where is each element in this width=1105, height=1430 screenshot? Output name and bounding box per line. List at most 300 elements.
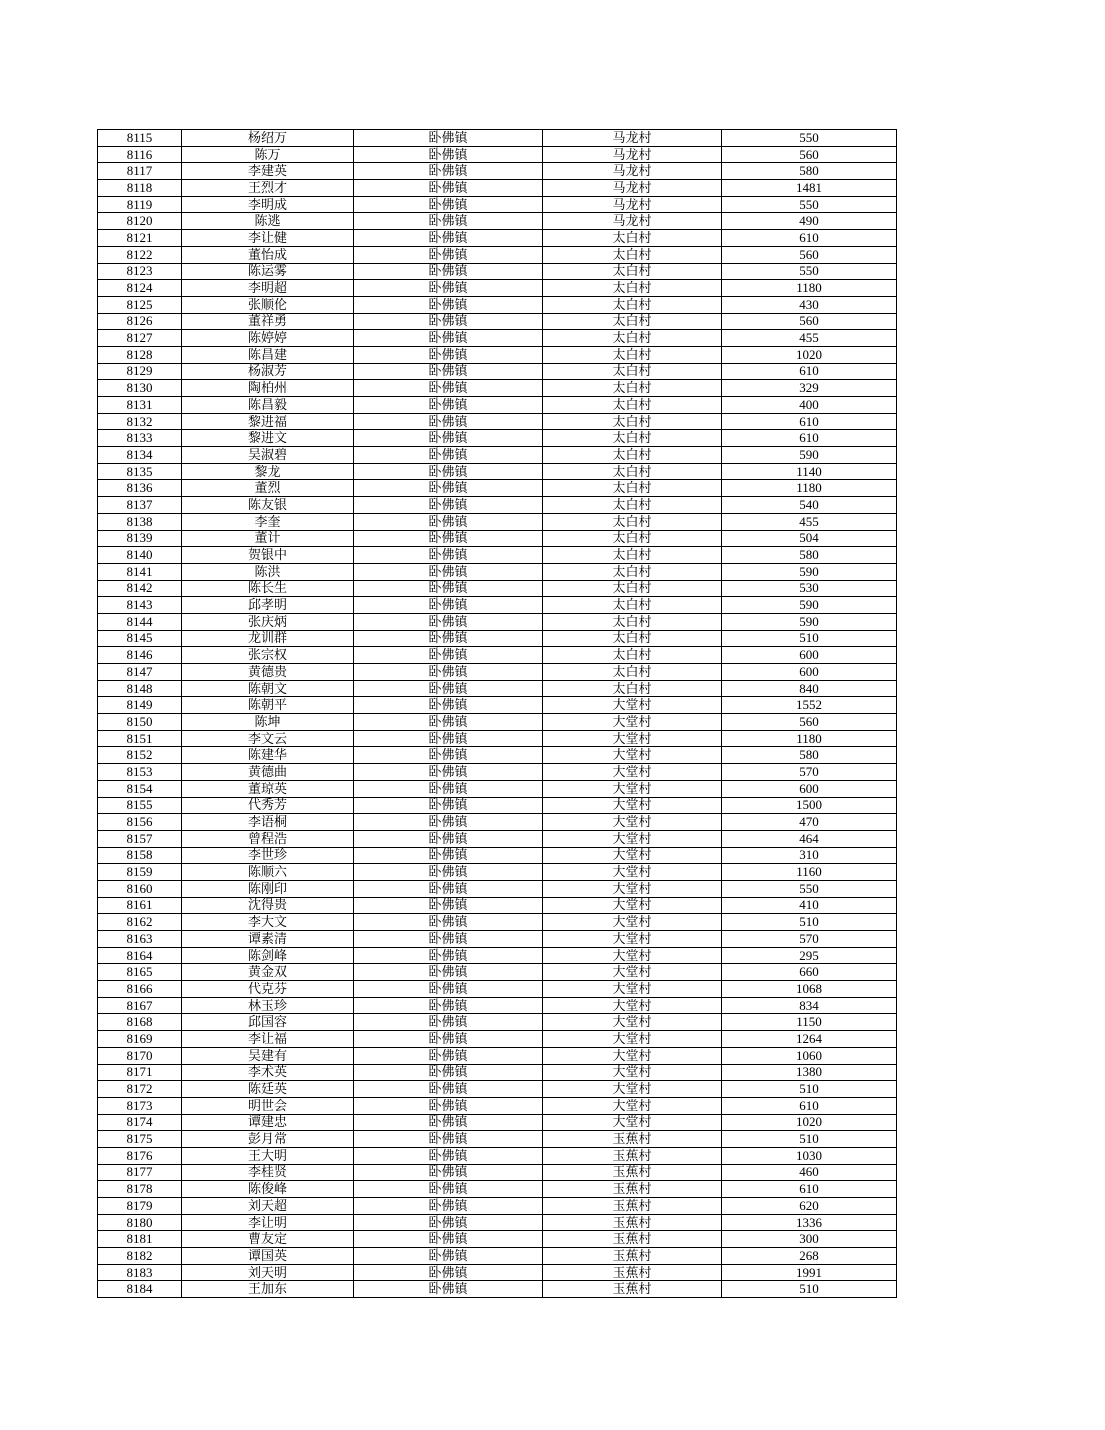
name-cell: 黄德贵 [182, 664, 354, 681]
row-number-cell: 8115 [98, 130, 182, 147]
amount-cell: 1020 [722, 1114, 897, 1131]
town-cell: 卧佛镇 [354, 1231, 543, 1248]
village-cell: 太白村 [543, 246, 722, 263]
table-row [98, 1214, 897, 1231]
village-cell: 太白村 [543, 597, 722, 614]
village-cell: 大堂村 [543, 914, 722, 931]
amount-cell: 1020 [722, 346, 897, 363]
table-row [98, 847, 897, 864]
village-cell: 玉蕉村 [543, 1281, 722, 1298]
town-cell: 卧佛镇 [354, 897, 543, 914]
name-cell: 陈刚印 [182, 880, 354, 897]
town-cell: 卧佛镇 [354, 430, 543, 447]
amount-cell: 1030 [722, 1147, 897, 1164]
row-number-cell: 8123 [98, 263, 182, 280]
name-cell: 陈长生 [182, 580, 354, 597]
name-cell: 刘天明 [182, 1264, 354, 1281]
village-cell: 马龙村 [543, 196, 722, 213]
town-cell: 卧佛镇 [354, 914, 543, 931]
table-row [98, 346, 897, 363]
name-cell: 刘天超 [182, 1198, 354, 1215]
name-cell: 王大明 [182, 1147, 354, 1164]
town-cell: 卧佛镇 [354, 830, 543, 847]
amount-cell: 580 [722, 747, 897, 764]
name-cell: 陈建华 [182, 747, 354, 764]
table-row [98, 747, 897, 764]
name-cell: 李大文 [182, 914, 354, 931]
name-cell: 黄德曲 [182, 764, 354, 781]
name-cell: 李建英 [182, 163, 354, 180]
row-number-cell: 8116 [98, 146, 182, 163]
town-cell: 卧佛镇 [354, 263, 543, 280]
name-cell: 杨绍万 [182, 130, 354, 147]
village-cell: 太白村 [543, 530, 722, 547]
table-row [98, 697, 897, 714]
row-number-cell: 8173 [98, 1097, 182, 1114]
village-cell: 玉蕉村 [543, 1164, 722, 1181]
amount-cell: 580 [722, 547, 897, 564]
row-number-cell: 8171 [98, 1064, 182, 1081]
town-cell: 卧佛镇 [354, 814, 543, 831]
row-number-cell: 8179 [98, 1198, 182, 1215]
name-cell: 李让健 [182, 230, 354, 247]
table-row [98, 363, 897, 380]
row-number-cell: 8145 [98, 630, 182, 647]
amount-cell: 1150 [722, 1014, 897, 1031]
amount-cell: 1336 [722, 1214, 897, 1231]
village-cell: 太白村 [543, 497, 722, 514]
village-cell: 太白村 [543, 230, 722, 247]
row-number-cell: 8177 [98, 1164, 182, 1181]
data-table [97, 129, 897, 1298]
row-number-cell: 8160 [98, 880, 182, 897]
table-row [98, 1164, 897, 1181]
row-number-cell: 8164 [98, 947, 182, 964]
village-cell: 大堂村 [543, 1064, 722, 1081]
village-cell: 马龙村 [543, 213, 722, 230]
village-cell: 太白村 [543, 380, 722, 397]
table-row [98, 580, 897, 597]
row-number-cell: 8130 [98, 380, 182, 397]
row-number-cell: 8122 [98, 246, 182, 263]
amount-cell: 840 [722, 680, 897, 697]
name-cell: 陈俊峰 [182, 1181, 354, 1198]
amount-cell: 1380 [722, 1064, 897, 1081]
village-cell: 玉蕉村 [543, 1264, 722, 1281]
amount-cell: 1180 [722, 280, 897, 297]
row-number-cell: 8147 [98, 664, 182, 681]
town-cell: 卧佛镇 [354, 964, 543, 981]
town-cell: 卧佛镇 [354, 196, 543, 213]
amount-cell: 1180 [722, 730, 897, 747]
table-row [98, 764, 897, 781]
name-cell: 明世会 [182, 1097, 354, 1114]
town-cell: 卧佛镇 [354, 130, 543, 147]
town-cell: 卧佛镇 [354, 1181, 543, 1198]
name-cell: 谭素清 [182, 931, 354, 948]
town-cell: 卧佛镇 [354, 947, 543, 964]
village-cell: 大堂村 [543, 897, 722, 914]
town-cell: 卧佛镇 [354, 363, 543, 380]
row-number-cell: 8182 [98, 1248, 182, 1265]
town-cell: 卧佛镇 [354, 981, 543, 998]
village-cell: 大堂村 [543, 1047, 722, 1064]
name-cell: 沈得贵 [182, 897, 354, 914]
village-cell: 大堂村 [543, 1031, 722, 1048]
town-cell: 卧佛镇 [354, 246, 543, 263]
village-cell: 大堂村 [543, 1081, 722, 1098]
table-row [98, 864, 897, 881]
village-cell: 太白村 [543, 447, 722, 464]
table-row [98, 1147, 897, 1164]
table-row [98, 1264, 897, 1281]
table-row [98, 1014, 897, 1031]
row-number-cell: 8184 [98, 1281, 182, 1298]
town-cell: 卧佛镇 [354, 1064, 543, 1081]
name-cell: 李让明 [182, 1214, 354, 1231]
row-number-cell: 8149 [98, 697, 182, 714]
table-row [98, 780, 897, 797]
row-number-cell: 8168 [98, 1014, 182, 1031]
amount-cell: 550 [722, 130, 897, 147]
table-row [98, 947, 897, 964]
town-cell: 卧佛镇 [354, 997, 543, 1014]
amount-cell: 1060 [722, 1047, 897, 1064]
table-row [98, 597, 897, 614]
amount-cell: 834 [722, 997, 897, 1014]
row-number-cell: 8131 [98, 397, 182, 414]
table-row [98, 547, 897, 564]
amount-cell: 1160 [722, 864, 897, 881]
name-cell: 陈洪 [182, 563, 354, 580]
name-cell: 曹友定 [182, 1231, 354, 1248]
village-cell: 太白村 [543, 313, 722, 330]
village-cell: 太白村 [543, 647, 722, 664]
name-cell: 董祥勇 [182, 313, 354, 330]
row-number-cell: 8150 [98, 714, 182, 731]
village-cell: 玉蕉村 [543, 1198, 722, 1215]
village-cell: 大堂村 [543, 847, 722, 864]
row-number-cell: 8166 [98, 981, 182, 998]
name-cell: 邱国容 [182, 1014, 354, 1031]
amount-cell: 1991 [722, 1264, 897, 1281]
row-number-cell: 8152 [98, 747, 182, 764]
amount-cell: 590 [722, 563, 897, 580]
row-number-cell: 8172 [98, 1081, 182, 1098]
row-number-cell: 8134 [98, 447, 182, 464]
table-row [98, 530, 897, 547]
row-number-cell: 8163 [98, 931, 182, 948]
table-row [98, 664, 897, 681]
table-row [98, 630, 897, 647]
town-cell: 卧佛镇 [354, 1131, 543, 1148]
amount-cell: 430 [722, 296, 897, 313]
row-number-cell: 8174 [98, 1114, 182, 1131]
name-cell: 李奎 [182, 513, 354, 530]
amount-cell: 560 [722, 714, 897, 731]
amount-cell: 300 [722, 1231, 897, 1248]
amount-cell: 510 [722, 1081, 897, 1098]
row-number-cell: 8151 [98, 730, 182, 747]
village-cell: 玉蕉村 [543, 1147, 722, 1164]
amount-cell: 310 [722, 847, 897, 864]
village-cell: 太白村 [543, 480, 722, 497]
town-cell: 卧佛镇 [354, 613, 543, 630]
table-row [98, 964, 897, 981]
row-number-cell: 8176 [98, 1147, 182, 1164]
row-number-cell: 8118 [98, 180, 182, 197]
name-cell: 陈昌毅 [182, 397, 354, 414]
amount-cell: 590 [722, 613, 897, 630]
amount-cell: 400 [722, 397, 897, 414]
row-number-cell: 8167 [98, 997, 182, 1014]
row-number-cell: 8181 [98, 1231, 182, 1248]
village-cell: 大堂村 [543, 814, 722, 831]
town-cell: 卧佛镇 [354, 563, 543, 580]
amount-cell: 530 [722, 580, 897, 597]
town-cell: 卧佛镇 [354, 230, 543, 247]
town-cell: 卧佛镇 [354, 931, 543, 948]
table-row [98, 246, 897, 263]
amount-cell: 510 [722, 1281, 897, 1298]
name-cell: 陈朝文 [182, 680, 354, 697]
table-row [98, 1198, 897, 1215]
table-row [98, 447, 897, 464]
table-row [98, 1047, 897, 1064]
amount-cell: 295 [722, 947, 897, 964]
table-row [98, 830, 897, 847]
town-cell: 卧佛镇 [354, 1281, 543, 1298]
town-cell: 卧佛镇 [354, 797, 543, 814]
table-row [98, 1097, 897, 1114]
table-row [98, 797, 897, 814]
village-cell: 大堂村 [543, 747, 722, 764]
name-cell: 代克芬 [182, 981, 354, 998]
table-row [98, 463, 897, 480]
amount-cell: 490 [722, 213, 897, 230]
name-cell: 吴建有 [182, 1047, 354, 1064]
town-cell: 卧佛镇 [354, 330, 543, 347]
name-cell: 陶柏州 [182, 380, 354, 397]
amount-cell: 600 [722, 780, 897, 797]
village-cell: 太白村 [543, 430, 722, 447]
table-row [98, 230, 897, 247]
village-cell: 玉蕉村 [543, 1214, 722, 1231]
name-cell: 黄金双 [182, 964, 354, 981]
row-number-cell: 8144 [98, 613, 182, 630]
name-cell: 陈坤 [182, 714, 354, 731]
row-number-cell: 8175 [98, 1131, 182, 1148]
name-cell: 李术英 [182, 1064, 354, 1081]
amount-cell: 470 [722, 814, 897, 831]
row-number-cell: 8129 [98, 363, 182, 380]
name-cell: 黎进福 [182, 413, 354, 430]
table-row [98, 730, 897, 747]
amount-cell: 329 [722, 380, 897, 397]
village-cell: 大堂村 [543, 714, 722, 731]
town-cell: 卧佛镇 [354, 1097, 543, 1114]
village-cell: 大堂村 [543, 864, 722, 881]
town-cell: 卧佛镇 [354, 380, 543, 397]
name-cell: 陈万 [182, 146, 354, 163]
amount-cell: 1180 [722, 480, 897, 497]
village-cell: 太白村 [543, 463, 722, 480]
amount-cell: 460 [722, 1164, 897, 1181]
name-cell: 张庆炳 [182, 613, 354, 630]
table-row [98, 380, 897, 397]
table-row [98, 413, 897, 430]
name-cell: 王加东 [182, 1281, 354, 1298]
name-cell: 谭建忠 [182, 1114, 354, 1131]
name-cell: 龙训群 [182, 630, 354, 647]
amount-cell: 1552 [722, 697, 897, 714]
town-cell: 卧佛镇 [354, 597, 543, 614]
name-cell: 董琼英 [182, 780, 354, 797]
town-cell: 卧佛镇 [354, 847, 543, 864]
town-cell: 卧佛镇 [354, 880, 543, 897]
amount-cell: 1481 [722, 180, 897, 197]
table-row [98, 1031, 897, 1048]
village-cell: 马龙村 [543, 163, 722, 180]
amount-cell: 610 [722, 1097, 897, 1114]
village-cell: 大堂村 [543, 797, 722, 814]
row-number-cell: 8119 [98, 196, 182, 213]
amount-cell: 560 [722, 146, 897, 163]
name-cell: 董烈 [182, 480, 354, 497]
village-cell: 大堂村 [543, 880, 722, 897]
name-cell: 李桂贤 [182, 1164, 354, 1181]
village-cell: 太白村 [543, 513, 722, 530]
table-row [98, 931, 897, 948]
amount-cell: 600 [722, 664, 897, 681]
village-cell: 太白村 [543, 280, 722, 297]
amount-cell: 510 [722, 1131, 897, 1148]
village-cell: 大堂村 [543, 697, 722, 714]
name-cell: 张顺伦 [182, 296, 354, 313]
row-number-cell: 8153 [98, 764, 182, 781]
town-cell: 卧佛镇 [354, 163, 543, 180]
town-cell: 卧佛镇 [354, 447, 543, 464]
row-number-cell: 8155 [98, 797, 182, 814]
town-cell: 卧佛镇 [354, 764, 543, 781]
name-cell: 杨淑芳 [182, 363, 354, 380]
table-row [98, 897, 897, 914]
village-cell: 大堂村 [543, 997, 722, 1014]
town-cell: 卧佛镇 [354, 680, 543, 697]
name-cell: 陈剑峰 [182, 947, 354, 964]
table-row [98, 513, 897, 530]
village-cell: 太白村 [543, 363, 722, 380]
row-number-cell: 8132 [98, 413, 182, 430]
name-cell: 陈运雾 [182, 263, 354, 280]
name-cell: 谭国英 [182, 1248, 354, 1265]
town-cell: 卧佛镇 [354, 630, 543, 647]
amount-cell: 590 [722, 597, 897, 614]
town-cell: 卧佛镇 [354, 547, 543, 564]
name-cell: 陈朝平 [182, 697, 354, 714]
table-row [98, 997, 897, 1014]
name-cell: 张宗权 [182, 647, 354, 664]
amount-cell: 610 [722, 230, 897, 247]
town-cell: 卧佛镇 [354, 647, 543, 664]
row-number-cell: 8133 [98, 430, 182, 447]
name-cell: 吴淑碧 [182, 447, 354, 464]
town-cell: 卧佛镇 [354, 180, 543, 197]
name-cell: 彭月常 [182, 1131, 354, 1148]
town-cell: 卧佛镇 [354, 480, 543, 497]
table-row [98, 163, 897, 180]
village-cell: 太白村 [543, 346, 722, 363]
village-cell: 太白村 [543, 330, 722, 347]
town-cell: 卧佛镇 [354, 1147, 543, 1164]
amount-cell: 1264 [722, 1031, 897, 1048]
town-cell: 卧佛镇 [354, 1248, 543, 1265]
amount-cell: 550 [722, 263, 897, 280]
village-cell: 大堂村 [543, 780, 722, 797]
town-cell: 卧佛镇 [354, 280, 543, 297]
town-cell: 卧佛镇 [354, 497, 543, 514]
village-cell: 太白村 [543, 630, 722, 647]
row-number-cell: 8139 [98, 530, 182, 547]
amount-cell: 610 [722, 413, 897, 430]
village-cell: 马龙村 [543, 130, 722, 147]
village-cell: 太白村 [543, 613, 722, 630]
amount-cell: 464 [722, 830, 897, 847]
row-number-cell: 8162 [98, 914, 182, 931]
name-cell: 陈顺六 [182, 864, 354, 881]
village-cell: 大堂村 [543, 1014, 722, 1031]
town-cell: 卧佛镇 [354, 580, 543, 597]
amount-cell: 610 [722, 1181, 897, 1198]
row-number-cell: 8148 [98, 680, 182, 697]
row-number-cell: 8127 [98, 330, 182, 347]
table-row [98, 1281, 897, 1298]
name-cell: 李文云 [182, 730, 354, 747]
town-cell: 卧佛镇 [354, 346, 543, 363]
town-cell: 卧佛镇 [354, 146, 543, 163]
town-cell: 卧佛镇 [354, 1014, 543, 1031]
village-cell: 马龙村 [543, 180, 722, 197]
town-cell: 卧佛镇 [354, 397, 543, 414]
amount-cell: 600 [722, 647, 897, 664]
row-number-cell: 8157 [98, 830, 182, 847]
row-number-cell: 8117 [98, 163, 182, 180]
name-cell: 黎龙 [182, 463, 354, 480]
name-cell: 李明成 [182, 196, 354, 213]
table-row [98, 1181, 897, 1198]
town-cell: 卧佛镇 [354, 1164, 543, 1181]
town-cell: 卧佛镇 [354, 1047, 543, 1064]
table-row [98, 1114, 897, 1131]
table-row [98, 196, 897, 213]
table-row [98, 1081, 897, 1098]
name-cell: 李世珍 [182, 847, 354, 864]
name-cell: 陈逃 [182, 213, 354, 230]
table-row [98, 680, 897, 697]
village-cell: 太白村 [543, 680, 722, 697]
amount-cell: 550 [722, 880, 897, 897]
town-cell: 卧佛镇 [354, 714, 543, 731]
name-cell: 董怡成 [182, 246, 354, 263]
table-row [98, 146, 897, 163]
row-number-cell: 8146 [98, 647, 182, 664]
town-cell: 卧佛镇 [354, 530, 543, 547]
table-row [98, 497, 897, 514]
amount-cell: 590 [722, 447, 897, 464]
table-row [98, 330, 897, 347]
village-cell: 玉蕉村 [543, 1231, 722, 1248]
town-cell: 卧佛镇 [354, 664, 543, 681]
